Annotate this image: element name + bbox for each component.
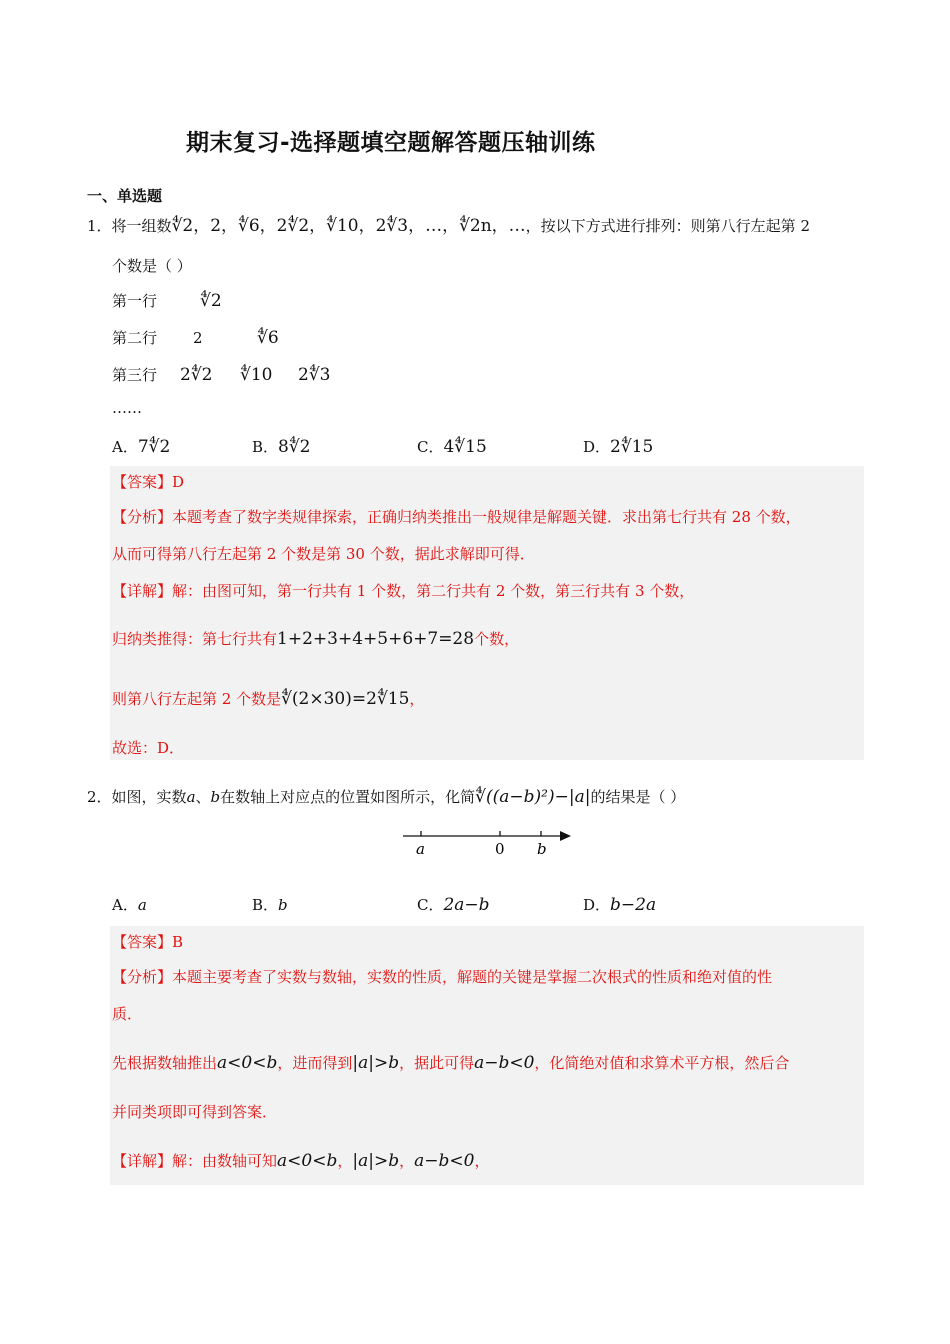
q1-stem-c: 个数是（ ） <box>112 257 192 275</box>
q1-detail-text-1: 解：由图可知，第一行共有 1 个数，第二行共有 2 个数，第三行共有 3 个数， <box>172 582 695 600</box>
q2-answer-tag: 【答案】 <box>112 933 173 951</box>
q1-option-b-letter: B． <box>252 438 279 456</box>
q1-option-b-value: 8∜2 <box>278 437 311 457</box>
q2-option-a-letter: A． <box>112 896 138 914</box>
q2-detail-sep-2: ， <box>399 1152 415 1170</box>
q1-option-c-letter: C． <box>417 438 444 456</box>
q2-option-b[interactable] <box>252 894 288 915</box>
q2-detail-math-1: a<0<b <box>277 1151 338 1171</box>
q1-detail-line-2 <box>112 628 519 650</box>
q1-analysis-line-1 <box>112 506 801 528</box>
q2-stem-line <box>87 786 685 808</box>
q2-option-d-value: b−2a <box>610 895 657 915</box>
q1-analysis-line-2: 从而可得第八行左起第 2 个数是第 30 个数，据此求解即可得． <box>112 545 535 563</box>
number-line-arrow <box>560 831 571 841</box>
q1-row-2-label: 第二行 <box>112 329 158 347</box>
q2-detail-math-3: a−b<0 <box>414 1151 475 1171</box>
q1-row-1-label: 第一行 <box>112 292 158 310</box>
q2-var-b: b <box>210 788 221 806</box>
q1-row-2-item-1: 2 <box>193 329 203 347</box>
q1-answer-line <box>112 471 184 493</box>
q2-answer-box <box>110 926 864 1185</box>
q1-detail-text-2b: 个数， <box>474 630 520 648</box>
q1-detail-line-3 <box>112 688 424 710</box>
q2-expression: ∜((a−b)²)−|a| <box>475 787 591 807</box>
q2-option-d[interactable] <box>583 894 656 915</box>
q2-option-d-letter: D． <box>583 896 611 914</box>
q1-option-b[interactable] <box>252 436 311 457</box>
q2-detail-end: ， <box>474 1152 490 1170</box>
q1-detail-tag: 【详解】 <box>112 582 173 600</box>
q2-detail-text-1a: 解：由数轴可知 <box>172 1152 278 1170</box>
q1-option-d-letter: D． <box>583 438 611 456</box>
page-title: 期末复习-选择题填空题解答题压轴训练 <box>186 130 596 156</box>
q2-option-c-letter: C． <box>417 896 444 914</box>
q1-detail-text-3a: 则第八行左起第 2 个数是 <box>112 690 282 708</box>
q2-option-a-value: a <box>137 896 147 914</box>
q2-sep: 、 <box>195 788 211 806</box>
q1-detail-line-4: 故选：D． <box>112 739 185 757</box>
q1-stem-a: 将一组数 <box>111 217 172 235</box>
q2-detail-math-2: |a|>b <box>352 1151 400 1171</box>
axis-label-b: b <box>537 840 547 858</box>
q1-sequence: ∜2，2，∜6，2∜2，∜10，2∜3，…，∜2n，… <box>171 216 526 236</box>
q2-analysis-tag: 【分析】 <box>112 968 173 986</box>
q2-stem-a: 如图，实数 <box>111 788 187 806</box>
q2-option-b-value: b <box>278 896 288 914</box>
q1-number: 1． <box>87 217 112 235</box>
q1-row-3-item-1: 2∜2 <box>180 365 213 385</box>
q1-option-d-value: 2∜15 <box>610 437 654 457</box>
q1-option-a-value: 7∜2 <box>137 437 171 457</box>
axis-label-a: a <box>416 840 425 858</box>
q2-analysis-math-1: a<0<b <box>217 1053 278 1073</box>
q2-analysis-text-3d: ，化简绝对值和求算术平方根，然后合 <box>534 1054 790 1072</box>
q2-analysis-text-3b: ，进而得到 <box>277 1054 353 1072</box>
q1-row-3-item-2: ∜10 <box>240 365 273 385</box>
q1-answer-value: D <box>172 473 185 491</box>
q1-answer-tag: 【答案】 <box>112 473 173 491</box>
q2-option-a[interactable] <box>112 894 147 915</box>
q1-detail-line-1 <box>112 580 694 602</box>
q2-analysis-line-4: 并同类项即可得到答案． <box>112 1103 278 1121</box>
q1-option-a-letter: A． <box>112 438 138 456</box>
q2-analysis-text-1: 本题主要考查了实数与数轴，实数的性质，解题的关键是掌握二次根式的性质和绝对值的性 <box>172 968 773 986</box>
q1-analysis-tag: 【分析】 <box>112 508 173 526</box>
q2-detail-line-1 <box>112 1150 489 1172</box>
q1-ellipsis: …… <box>112 399 142 417</box>
section-heading: 一、单选题 <box>87 187 163 205</box>
q1-stem-b: ，按以下方式进行排列：则第八行左起第 2 <box>525 217 810 235</box>
q1-option-c-value: 4∜15 <box>443 437 487 457</box>
q2-analysis-math-3: a−b<0 <box>474 1053 535 1073</box>
q2-answer-line <box>112 931 183 953</box>
q2-analysis-text-3c: ，据此可得 <box>399 1054 475 1072</box>
q2-analysis-line-3 <box>112 1052 789 1074</box>
q1-option-d[interactable] <box>583 436 653 457</box>
q2-analysis-text-3a: 先根据数轴推出 <box>112 1054 218 1072</box>
q1-option-a[interactable] <box>112 436 170 457</box>
q2-option-b-letter: B． <box>252 896 279 914</box>
q2-stem-c: 的结果是（ ） <box>590 788 686 806</box>
q1-row-2-item-2: ∜6 <box>257 328 279 348</box>
axis-label-zero: 0 <box>495 840 505 858</box>
q2-var-a: a <box>186 788 196 806</box>
q1-detail-text-3b: ， <box>409 690 425 708</box>
q2-option-c-value: 2a−b <box>443 895 490 915</box>
q1-row-3-label: 第三行 <box>112 366 158 384</box>
q1-row-3-item-3: 2∜3 <box>298 365 331 385</box>
q1-detail-math-2: 1+2+3+4+5+6+7=28 <box>277 629 475 649</box>
number-line-figure <box>395 822 585 864</box>
q2-answer-value: B <box>172 933 184 951</box>
q1-row-1-item-1: ∜2 <box>200 291 222 311</box>
q1-analysis-text-1: 本题考查了数字类规律探索，正确归纳类推出一般规律是解题关键．求出第七行共有 28 个数， <box>172 508 801 526</box>
q1-option-c[interactable] <box>417 436 487 457</box>
q2-analysis-math-2: |a|>b <box>352 1053 400 1073</box>
q2-stem-b: 在数轴上对应点的位置如图所示，化简 <box>220 788 476 806</box>
q2-analysis-line-2: 质． <box>112 1005 143 1023</box>
q1-detail-math-3: ∜(2×30)=2∜15 <box>281 689 410 709</box>
q1-answer-box <box>110 466 864 760</box>
q2-detail-sep-1: ， <box>337 1152 353 1170</box>
q1-detail-text-2a: 归纳类推得：第七行共有 <box>112 630 278 648</box>
q2-analysis-line-1 <box>112 966 772 988</box>
q1-stem-line <box>87 215 810 237</box>
q2-detail-tag: 【详解】 <box>112 1152 173 1170</box>
q2-option-c[interactable] <box>417 894 490 915</box>
q2-number: 2． <box>87 788 112 806</box>
